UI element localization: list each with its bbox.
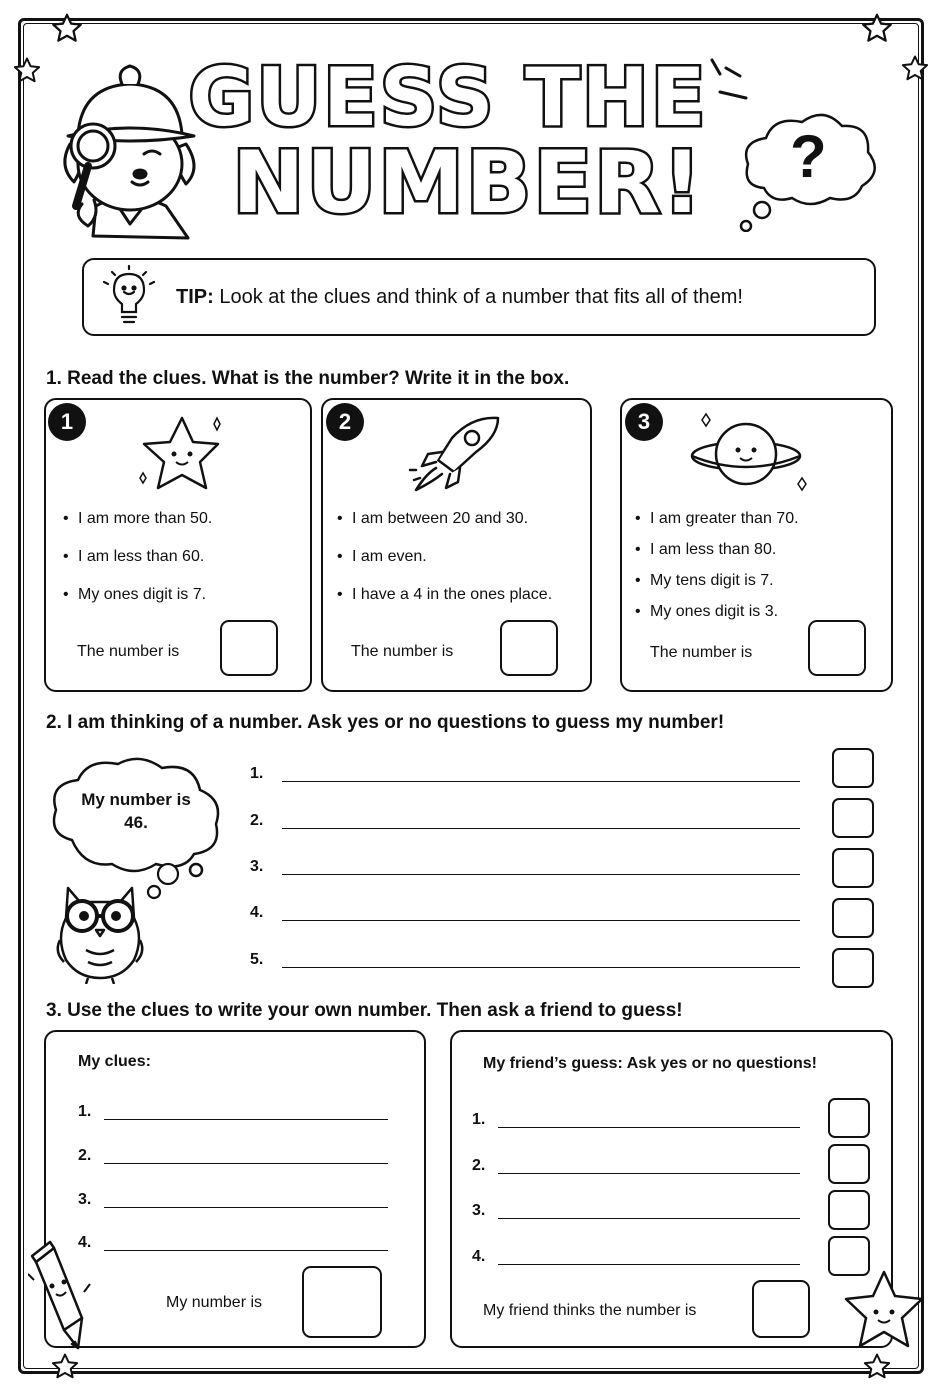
corner-star-icon (50, 12, 84, 46)
card-2-clue: • I am even. (352, 548, 427, 566)
tip-body: Look at the clues and think of a number that fits all of them! (219, 286, 743, 308)
card-2-answer-box[interactable] (500, 620, 558, 676)
guess-line[interactable] (498, 1218, 800, 1219)
answer-box[interactable] (832, 898, 874, 938)
guess-line[interactable] (498, 1264, 800, 1265)
question-line[interactable] (282, 874, 800, 875)
owl-icon (50, 878, 150, 984)
dog-detective-icon (48, 56, 208, 246)
question-line[interactable] (282, 828, 800, 829)
card-1-answer-box[interactable] (220, 620, 278, 676)
card-3-clue: • I am greater than 70. (650, 510, 799, 528)
clue-number: 2. (78, 1147, 92, 1164)
card-2-answer-label: The number is (351, 643, 454, 660)
question-line[interactable] (282, 967, 800, 968)
friend-guess-title: My friend’s guess: Ask yes or no questions! (483, 1055, 817, 1072)
guess-number: 1. (472, 1111, 486, 1128)
clue-line[interactable] (104, 1250, 388, 1251)
corner-star-icon (862, 1352, 892, 1382)
section-1-heading: 1. Read the clues. What is the number? Write it in the box. (46, 368, 570, 389)
bubble-text-line-2: 46. (124, 813, 148, 832)
planet-icon (690, 410, 820, 500)
star-icon (130, 412, 230, 498)
question-mark: ? (790, 123, 827, 190)
guess-line[interactable] (498, 1173, 800, 1174)
tip-text (176, 286, 743, 309)
guess-line[interactable] (498, 1127, 800, 1128)
card-2-clue: • I have a 4 in the ones place. (352, 586, 552, 604)
tip-label: TIP: (176, 286, 214, 308)
question-number: 1. (250, 765, 264, 782)
my-clues-title: My clues: (78, 1053, 151, 1070)
card-3-clue: • My ones digit is 3. (650, 603, 778, 621)
question-line[interactable] (282, 920, 800, 921)
guess-number: 3. (472, 1202, 486, 1219)
friend-guess-card (450, 1030, 893, 1348)
corner-star-icon (12, 56, 42, 86)
card-1-clue: • I am more than 50. (78, 510, 212, 528)
card-3-answer-label: The number is (650, 644, 753, 661)
spark-icon (706, 56, 750, 106)
card-1-answer-label: The number is (77, 643, 180, 660)
bubble-text-line-1: My number is (81, 790, 191, 809)
corner-star-icon (860, 12, 894, 46)
lightbulb-icon (100, 264, 158, 332)
card-3-answer-box[interactable] (808, 620, 866, 676)
card-1-clue: • I am less than 60. (78, 548, 204, 566)
section-3-heading: 3. Use the clues to write your own number. Then ask a friend to guess! (46, 1000, 683, 1021)
star-mascot-icon (838, 1268, 930, 1356)
friend-number-box[interactable] (752, 1280, 810, 1338)
card-3-badge: 3 (625, 403, 663, 441)
answer-box[interactable] (832, 848, 874, 888)
my-number-box[interactable] (302, 1266, 382, 1338)
pencil-icon (28, 1240, 92, 1358)
clue-number: 1. (78, 1103, 92, 1120)
corner-star-icon (900, 54, 930, 84)
answer-box[interactable] (832, 948, 874, 988)
guess-box[interactable] (828, 1144, 870, 1184)
guess-number: 2. (472, 1157, 486, 1174)
clue-line[interactable] (104, 1163, 388, 1164)
card-2-clue: • I am between 20 and 30. (352, 510, 528, 528)
guess-number: 4. (472, 1248, 486, 1265)
section-2-heading: 2. I am thinking of a number. Ask yes or no questions to guess my number! (46, 712, 725, 733)
answer-box[interactable] (832, 748, 874, 788)
guess-box[interactable] (828, 1190, 870, 1230)
question-number: 5. (250, 951, 264, 968)
card-3-clue: • My tens digit is 7. (650, 572, 774, 590)
question-number: 2. (250, 812, 264, 829)
card-2-badge: 2 (326, 403, 364, 441)
friend-number-label: My friend thinks the number is (483, 1302, 697, 1319)
card-1-badge: 1 (48, 403, 86, 441)
title-line-1: GUESS THE (188, 51, 708, 144)
rocket-icon (402, 412, 512, 496)
clue-number: 4. (78, 1234, 92, 1251)
clue-number: 3. (78, 1191, 92, 1208)
guess-box[interactable] (828, 1098, 870, 1138)
title-line-2: NUMBER! (232, 133, 704, 233)
question-number: 3. (250, 858, 264, 875)
answer-box[interactable] (832, 798, 874, 838)
clue-line[interactable] (104, 1119, 388, 1120)
card-3-clue: • I am less than 80. (650, 541, 776, 559)
question-number: 4. (250, 904, 264, 921)
my-number-label: My number is (166, 1294, 263, 1311)
clue-line[interactable] (104, 1207, 388, 1208)
card-1-clue: • My ones digit is 7. (78, 586, 206, 604)
question-line[interactable] (282, 781, 800, 782)
